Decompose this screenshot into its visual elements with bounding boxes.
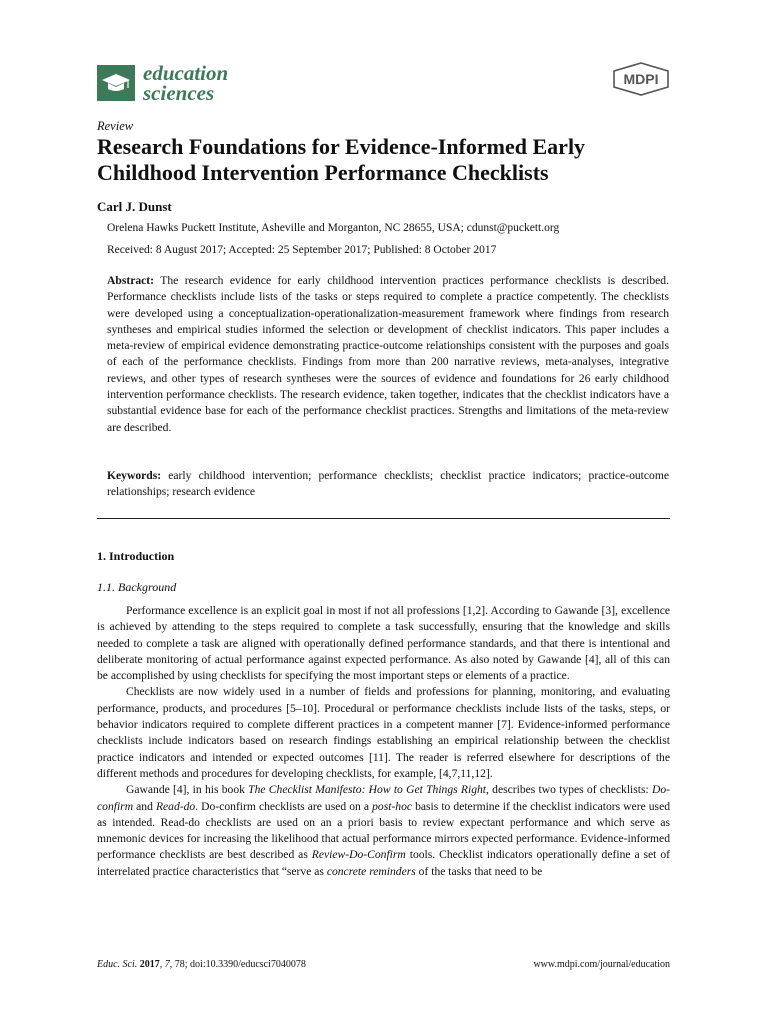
journal-name-line2: sciences — [143, 81, 215, 105]
article-title: Research Foundations for Evidence-Informed Early Childhood Intervention Performance Checklists — [97, 134, 586, 185]
journal-logo — [97, 63, 228, 103]
subsection-heading: 1.1. Background — [97, 580, 177, 594]
citation-year: 2017 — [139, 959, 160, 970]
author-affiliation: Orelena Hawks Puckett Institute, Asheville and Morganton, NC 28655, USA; cdunst@puckett.org — [107, 222, 560, 234]
journal-abbreviation: Educ. Sci. — [97, 959, 138, 970]
abstract — [107, 273, 669, 436]
body-text — [97, 603, 670, 880]
article-dates: Received: 8 August 2017; Accepted: 25 September 2017; Published: 8 October 2017 — [107, 244, 497, 256]
author-name: Carl J. Dunst — [97, 199, 172, 214]
mdpi-logo — [612, 62, 670, 96]
paragraph-3: Gawande [4], in his book The Checklist Manifesto: How to Get Things Right, describes two types of checklists: Do-confirm and Read-do. Do-confirm checklists are used on a post-hoc basis to determine if the checklist indicators were used as intended. Read-do checklists are used on an a priori basis to review expectant performance and which serve as mnemonic devices for increasing the likelihood that actual performance mirrors expected performance. Evidence-informed performance checklists are best described as Review-Do-Confirm tools. Checklist indicators operationally define a set of interrelated practice characteristics that “serve as concrete reminders of the tasks that need to be — [97, 783, 671, 878]
citation-volume: 7 — [164, 959, 170, 970]
paragraph-1: Performance excellence is an explicit goal in most if not all professions [1,2]. According to Gawande [3], excellence is achieved by attending to the steps required to complete a task successfully, ensuring that the knowledge and skills needed to complete a task are aligned with operationally defined performance standards, and that there is intentional and deliberate monitoring of actual performance against expected performance. As also noted by Gawande [4], all of this can be accomplished by using checklists for specifying the most important steps or elements of a practice. — [97, 604, 670, 683]
article-type: Review — [97, 119, 134, 133]
keywords — [107, 468, 669, 501]
mortarboard-icon — [97, 65, 135, 101]
abstract-text: The research evidence for early childhood intervention practices performance checklists is described. Performance checklists include lists of the tasks or steps required to complete a practice competently. The checklists were developed using a conceptualization-operationalization-measurement framework where findings from research syntheses and empirical studies informed the selection or development of checklist indicators. This paper includes a meta-review of empirical evidence demonstrating practice-outcome relationships consistent with the purposes and goals of each of the performance checklists. Findings from more than 200 narrative reviews, meta-analyses, integrative reviews, and other types of research syntheses were the sources of evidence and foundations for 26 early childhood intervention performance checklists. The research evidence, taken together, indicates that the checklist indicators have a substantial evidence base for each of the performance checklist practices. Strengths and limitations of the meta-review are described. — [107, 274, 669, 434]
citation-footer: Educ. Sci. 2017, 7, 78; doi:10.3390/educsci7040078 — [97, 959, 306, 970]
journal-name-line1: education — [143, 61, 229, 85]
section-divider — [97, 518, 670, 519]
keywords-text: early childhood intervention; performance checklists; checklist practice indicators; practice-outcome relationships; research evidence — [107, 469, 670, 499]
paragraph-2: Checklists are now widely used in a number of fields and professions for planning, monitoring, and evaluating performance, products, and procedures [5–10]. Procedural or performance checklists include lists of the tasks, steps, or behavior indicators required to complete different practices in a competent manner [7]. Evidence-informed performance checklists include indicators based on research findings establishing an empirical relationship between the checklist practice indicators and intended or expected outcomes [11]. The reader is referred elsewhere for descriptions of the different methods and procedures for developing checklists, for example, [4,7,11,12]. — [97, 685, 670, 780]
mdpi-logo-text: MDPI — [623, 71, 659, 87]
keywords-label: Keywords: — [107, 469, 162, 482]
abstract-label: Abstract: — [107, 274, 155, 287]
section-heading: 1. Introduction — [97, 549, 175, 563]
journal-url: www.mdpi.com/journal/education — [533, 959, 670, 970]
citation-doi: , 78; doi:10.3390/educsci7040078 — [169, 959, 306, 970]
